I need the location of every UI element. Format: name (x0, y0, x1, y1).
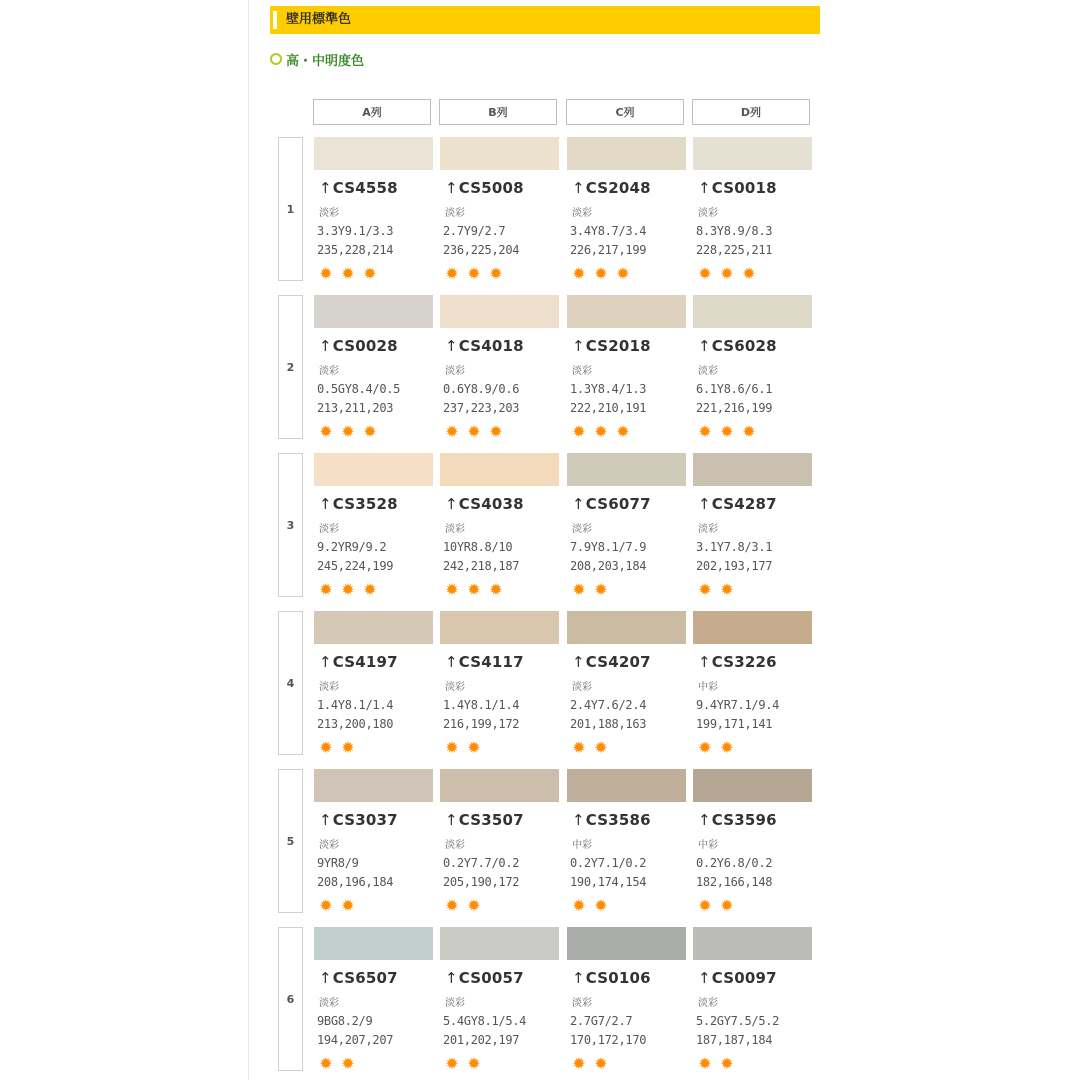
sun-icon: ✹ (445, 1054, 459, 1073)
sun-icon: ✹ (467, 738, 481, 757)
color-code-text: CS6507 (332, 969, 398, 987)
color-code-text: CS4018 (458, 337, 524, 355)
up-arrow-icon: ↑ (445, 653, 458, 671)
page-left-border (248, 0, 249, 1080)
sun-rating (571, 898, 615, 914)
color-swatch[interactable] (440, 769, 559, 802)
color-code-text: CS0028 (332, 337, 398, 355)
color-code-text: CS5008 (458, 179, 524, 197)
up-arrow-icon: ↑ (445, 811, 458, 829)
color-swatch[interactable] (567, 453, 686, 486)
up-arrow-icon: ↑ (319, 337, 332, 355)
color-swatch[interactable] (314, 611, 433, 644)
color-code (698, 495, 777, 513)
color-swatch[interactable] (693, 453, 812, 486)
sun-icon: ✹ (698, 422, 712, 441)
column-header: D列 (692, 99, 810, 125)
color-card[interactable] (314, 769, 433, 919)
up-arrow-icon: ↑ (445, 969, 458, 987)
munsell-value: 3.3Y9.1/3.3 (317, 224, 394, 238)
rgb-value: 170,172,170 (570, 1033, 647, 1047)
sun-icon: ✹ (319, 580, 333, 599)
up-arrow-icon: ↑ (698, 337, 711, 355)
sun-icon: ✹ (698, 896, 712, 915)
color-code-text: CS3528 (332, 495, 398, 513)
color-card[interactable] (567, 769, 686, 919)
up-arrow-icon: ↑ (698, 495, 711, 513)
circle-bullet-icon (270, 53, 282, 65)
up-arrow-icon: ↑ (445, 337, 458, 355)
rgb-value: 208,203,184 (570, 559, 647, 573)
rgb-value: 236,225,204 (443, 243, 520, 257)
color-swatch[interactable] (314, 453, 433, 486)
up-arrow-icon: ↑ (572, 653, 585, 671)
row-label: 4 (278, 611, 303, 755)
sun-rating (571, 424, 637, 440)
color-code (319, 179, 398, 197)
sun-icon: ✹ (616, 264, 630, 283)
munsell-value: 0.2Y7.7/0.2 (443, 856, 520, 870)
munsell-value: 1.3Y8.4/1.3 (570, 382, 647, 396)
sun-icon: ✹ (698, 1054, 712, 1073)
rgb-value: 213,200,180 (317, 717, 394, 731)
sun-icon: ✹ (698, 738, 712, 757)
rgb-value: 226,217,199 (570, 243, 647, 257)
chroma-category: 淡彩 (445, 366, 465, 377)
sun-icon: ✹ (616, 422, 630, 441)
chroma-category: 淡彩 (445, 524, 465, 535)
rgb-value: 213,211,203 (317, 401, 394, 415)
color-code (698, 179, 777, 197)
munsell-value: 7.9Y8.1/7.9 (570, 540, 647, 554)
sun-rating (697, 424, 763, 440)
sun-icon: ✹ (319, 1054, 333, 1073)
up-arrow-icon: ↑ (572, 811, 585, 829)
color-code (319, 811, 398, 829)
sun-icon: ✹ (572, 1054, 586, 1073)
color-card[interactable] (440, 137, 559, 287)
color-code (445, 495, 524, 513)
munsell-value: 1.4Y8.1/1.4 (443, 698, 520, 712)
sun-icon: ✹ (341, 896, 355, 915)
color-swatch[interactable] (693, 137, 812, 170)
munsell-value: 1.4Y8.1/1.4 (317, 698, 394, 712)
sun-rating (318, 424, 384, 440)
munsell-value: 0.5GY8.4/0.5 (317, 382, 401, 396)
sun-rating (571, 266, 637, 282)
color-code-text: CS4287 (711, 495, 777, 513)
sun-icon: ✹ (720, 738, 734, 757)
sun-icon: ✹ (594, 896, 608, 915)
color-code-text: CS3586 (585, 811, 651, 829)
sun-rating (318, 266, 384, 282)
chroma-category: 淡彩 (319, 682, 339, 693)
color-card[interactable] (314, 137, 433, 287)
sun-icon: ✹ (720, 1054, 734, 1073)
color-code (319, 337, 398, 355)
sun-rating (318, 1056, 362, 1072)
chroma-category: 淡彩 (445, 682, 465, 693)
color-card[interactable] (314, 611, 433, 761)
munsell-value: 9.4YR7.1/9.4 (696, 698, 780, 712)
color-swatch[interactable] (440, 137, 559, 170)
sun-icon: ✹ (742, 264, 756, 283)
chroma-category: 淡彩 (319, 998, 339, 1009)
sun-icon: ✹ (445, 738, 459, 757)
sun-rating (697, 740, 741, 756)
color-code (698, 969, 777, 987)
color-code-text: CS4207 (585, 653, 651, 671)
color-code-text: CS3226 (711, 653, 777, 671)
color-card[interactable] (567, 295, 686, 445)
color-swatch[interactable] (567, 295, 686, 328)
chroma-category: 中彩 (572, 840, 592, 851)
sun-icon: ✹ (720, 422, 734, 441)
sun-icon: ✹ (572, 264, 586, 283)
sun-icon: ✹ (445, 896, 459, 915)
rgb-value: 216,199,172 (443, 717, 520, 731)
rgb-value: 237,223,203 (443, 401, 520, 415)
rgb-value: 228,225,211 (696, 243, 773, 257)
color-code (445, 337, 524, 355)
chroma-category: 淡彩 (698, 208, 718, 219)
sun-icon: ✹ (445, 422, 459, 441)
color-card[interactable] (693, 295, 812, 445)
sun-icon: ✹ (594, 580, 608, 599)
color-code-text: CS4558 (332, 179, 398, 197)
sun-icon: ✹ (594, 422, 608, 441)
up-arrow-icon: ↑ (572, 337, 585, 355)
sun-icon: ✹ (319, 896, 333, 915)
color-swatch[interactable] (693, 769, 812, 802)
sun-icon: ✹ (698, 264, 712, 283)
color-swatch[interactable] (567, 927, 686, 960)
color-code (572, 969, 651, 987)
color-code-text: CS0106 (585, 969, 651, 987)
chroma-category: 淡彩 (445, 840, 465, 851)
color-card[interactable] (314, 295, 433, 445)
color-card[interactable] (693, 927, 812, 1077)
rgb-value: 222,210,191 (570, 401, 647, 415)
color-code-text: CS0018 (711, 179, 777, 197)
color-swatch[interactable] (567, 137, 686, 170)
munsell-value: 0.2Y7.1/0.2 (570, 856, 647, 870)
color-code (698, 337, 777, 355)
color-code-text: CS0097 (711, 969, 777, 987)
sun-rating (444, 424, 510, 440)
color-code-text: CS2048 (585, 179, 651, 197)
chroma-category: 淡彩 (572, 524, 592, 535)
sun-icon: ✹ (594, 264, 608, 283)
up-arrow-icon: ↑ (698, 179, 711, 197)
color-code-text: CS2018 (585, 337, 651, 355)
rgb-value: 201,188,163 (570, 717, 647, 731)
munsell-value: 5.4GY8.1/5.4 (443, 1014, 527, 1028)
chroma-category: 淡彩 (572, 998, 592, 1009)
sun-rating (571, 1056, 615, 1072)
chroma-category: 淡彩 (572, 682, 592, 693)
up-arrow-icon: ↑ (698, 653, 711, 671)
color-card[interactable] (693, 769, 812, 919)
color-code (698, 811, 777, 829)
sun-icon: ✹ (720, 264, 734, 283)
color-code-text: CS3596 (711, 811, 777, 829)
munsell-value: 0.6Y8.9/0.6 (443, 382, 520, 396)
sun-icon: ✹ (594, 1054, 608, 1073)
color-card[interactable] (693, 453, 812, 603)
sun-icon: ✹ (572, 738, 586, 757)
sun-icon: ✹ (594, 738, 608, 757)
rgb-value: 205,190,172 (443, 875, 520, 889)
sun-icon: ✹ (363, 422, 377, 441)
sun-icon: ✹ (467, 422, 481, 441)
color-swatch[interactable] (314, 769, 433, 802)
chroma-category: 淡彩 (445, 998, 465, 1009)
sun-rating (697, 1056, 741, 1072)
rgb-value: 221,216,199 (696, 401, 773, 415)
color-card[interactable] (314, 927, 433, 1077)
color-code (572, 179, 651, 197)
sun-icon: ✹ (341, 1054, 355, 1073)
sun-icon: ✹ (720, 580, 734, 599)
sun-icon: ✹ (319, 738, 333, 757)
up-arrow-icon: ↑ (319, 653, 332, 671)
color-swatch[interactable] (693, 295, 812, 328)
chroma-category: 中彩 (698, 840, 718, 851)
color-card[interactable] (440, 769, 559, 919)
color-code-text: CS3037 (332, 811, 398, 829)
color-code-text: CS4038 (458, 495, 524, 513)
color-code (698, 653, 777, 671)
munsell-value: 3.4Y8.7/3.4 (570, 224, 647, 238)
color-code (445, 653, 524, 671)
section-header-bar (270, 6, 820, 34)
color-code (572, 495, 651, 513)
sun-rating (444, 582, 510, 598)
sun-icon: ✹ (445, 264, 459, 283)
color-swatch[interactable] (693, 927, 812, 960)
color-code-text: CS0057 (458, 969, 524, 987)
up-arrow-icon: ↑ (319, 811, 332, 829)
sun-icon: ✹ (363, 580, 377, 599)
up-arrow-icon: ↑ (698, 811, 711, 829)
munsell-value: 9.2YR9/9.2 (317, 540, 387, 554)
sun-icon: ✹ (319, 264, 333, 283)
color-code (319, 969, 398, 987)
page-title: 壁用標準色 (286, 12, 352, 27)
color-card[interactable] (693, 611, 812, 761)
chroma-category: 淡彩 (572, 366, 592, 377)
sun-icon: ✹ (572, 580, 586, 599)
chroma-category: 淡彩 (445, 208, 465, 219)
color-code (572, 653, 651, 671)
sun-rating (571, 582, 615, 598)
chroma-category: 淡彩 (319, 366, 339, 377)
munsell-value: 9BG8.2/9 (317, 1014, 373, 1028)
color-card[interactable] (440, 611, 559, 761)
color-card[interactable] (440, 295, 559, 445)
color-swatch[interactable] (314, 137, 433, 170)
sun-rating (444, 266, 510, 282)
color-code (319, 653, 398, 671)
munsell-value: 10YR8.8/10 (443, 540, 513, 554)
munsell-value: 2.4Y7.6/2.4 (570, 698, 647, 712)
rgb-value: 242,218,187 (443, 559, 520, 573)
color-swatch[interactable] (567, 769, 686, 802)
chroma-category: 淡彩 (698, 998, 718, 1009)
sun-rating (318, 740, 362, 756)
munsell-value: 2.7Y9/2.7 (443, 224, 506, 238)
sun-rating (697, 266, 763, 282)
munsell-value: 5.2GY7.5/5.2 (696, 1014, 780, 1028)
color-code-text: CS6028 (711, 337, 777, 355)
color-code (445, 969, 524, 987)
rgb-value: 182,166,148 (696, 875, 773, 889)
sun-icon: ✹ (467, 896, 481, 915)
sun-rating (571, 740, 615, 756)
sun-icon: ✹ (363, 264, 377, 283)
rgb-value: 202,193,177 (696, 559, 773, 573)
section-subtitle (270, 49, 364, 69)
sun-icon: ✹ (489, 264, 503, 283)
sun-icon: ✹ (341, 422, 355, 441)
color-code (572, 337, 651, 355)
chroma-category: 淡彩 (319, 524, 339, 535)
sun-icon: ✹ (572, 422, 586, 441)
sun-icon: ✹ (467, 580, 481, 599)
sun-icon: ✹ (489, 580, 503, 599)
chroma-category: 中彩 (698, 682, 718, 693)
sun-icon: ✹ (489, 422, 503, 441)
sun-rating (697, 898, 741, 914)
up-arrow-icon: ↑ (319, 495, 332, 513)
up-arrow-icon: ↑ (572, 179, 585, 197)
sun-icon: ✹ (445, 580, 459, 599)
color-swatch[interactable] (440, 611, 559, 644)
munsell-value: 0.2Y6.8/0.2 (696, 856, 773, 870)
sun-rating (697, 582, 741, 598)
row-label: 2 (278, 295, 303, 439)
color-code (572, 811, 651, 829)
sun-rating (444, 740, 488, 756)
section-subtitle-text: 高・中明度色 (286, 53, 365, 69)
color-card[interactable] (314, 453, 433, 603)
rgb-value: 235,228,214 (317, 243, 394, 257)
munsell-value: 3.1Y7.8/3.1 (696, 540, 773, 554)
up-arrow-icon: ↑ (319, 969, 332, 987)
sun-icon: ✹ (742, 422, 756, 441)
color-code-text: CS6077 (585, 495, 651, 513)
rgb-value: 187,187,184 (696, 1033, 773, 1047)
up-arrow-icon: ↑ (698, 969, 711, 987)
color-code-text: CS4117 (458, 653, 524, 671)
munsell-value: 6.1Y8.6/6.1 (696, 382, 773, 396)
color-swatch[interactable] (314, 295, 433, 328)
up-arrow-icon: ↑ (445, 495, 458, 513)
rgb-value: 199,171,141 (696, 717, 773, 731)
munsell-value: 9YR8/9 (317, 856, 359, 870)
sun-icon: ✹ (572, 896, 586, 915)
color-swatch[interactable] (567, 611, 686, 644)
up-arrow-icon: ↑ (319, 179, 332, 197)
chroma-category: 淡彩 (698, 524, 718, 535)
sun-icon: ✹ (341, 738, 355, 757)
color-code-text: CS4197 (332, 653, 398, 671)
chroma-category: 淡彩 (319, 208, 339, 219)
column-header: C列 (566, 99, 684, 125)
munsell-value: 8.3Y8.9/8.3 (696, 224, 773, 238)
row-label: 5 (278, 769, 303, 913)
sun-rating (318, 582, 384, 598)
rgb-value: 245,224,199 (317, 559, 394, 573)
color-card[interactable] (567, 927, 686, 1077)
color-swatch[interactable] (440, 295, 559, 328)
sun-icon: ✹ (319, 422, 333, 441)
sun-rating (318, 898, 362, 914)
up-arrow-icon: ↑ (445, 179, 458, 197)
up-arrow-icon: ↑ (572, 495, 585, 513)
color-card[interactable] (567, 611, 686, 761)
column-header: B列 (439, 99, 557, 125)
rgb-value: 190,174,154 (570, 875, 647, 889)
row-label: 1 (278, 137, 303, 281)
rgb-value: 201,202,197 (443, 1033, 520, 1047)
sun-icon: ✹ (467, 264, 481, 283)
row-label: 3 (278, 453, 303, 597)
chroma-category: 淡彩 (698, 366, 718, 377)
color-code-text: CS3507 (458, 811, 524, 829)
color-card[interactable] (440, 453, 559, 603)
munsell-value: 2.7G7/2.7 (570, 1014, 633, 1028)
color-code (445, 179, 524, 197)
sun-icon: ✹ (698, 580, 712, 599)
color-code (319, 495, 398, 513)
sun-icon: ✹ (341, 580, 355, 599)
color-swatch[interactable] (693, 611, 812, 644)
color-card[interactable] (440, 927, 559, 1077)
column-header: A列 (313, 99, 431, 125)
sun-icon: ✹ (341, 264, 355, 283)
chroma-category: 淡彩 (319, 840, 339, 851)
sun-icon: ✹ (467, 1054, 481, 1073)
row-label: 6 (278, 927, 303, 1071)
sun-rating (444, 898, 488, 914)
color-swatch[interactable] (440, 927, 559, 960)
color-swatch[interactable] (440, 453, 559, 486)
chroma-category: 淡彩 (572, 208, 592, 219)
sun-rating (444, 1056, 488, 1072)
sun-icon: ✹ (720, 896, 734, 915)
color-card[interactable] (567, 453, 686, 603)
color-card[interactable] (693, 137, 812, 287)
rgb-value: 194,207,207 (317, 1033, 394, 1047)
rgb-value: 208,196,184 (317, 875, 394, 889)
color-swatch[interactable] (314, 927, 433, 960)
color-card[interactable] (567, 137, 686, 287)
up-arrow-icon: ↑ (572, 969, 585, 987)
header-accent (273, 11, 277, 29)
color-code (445, 811, 524, 829)
